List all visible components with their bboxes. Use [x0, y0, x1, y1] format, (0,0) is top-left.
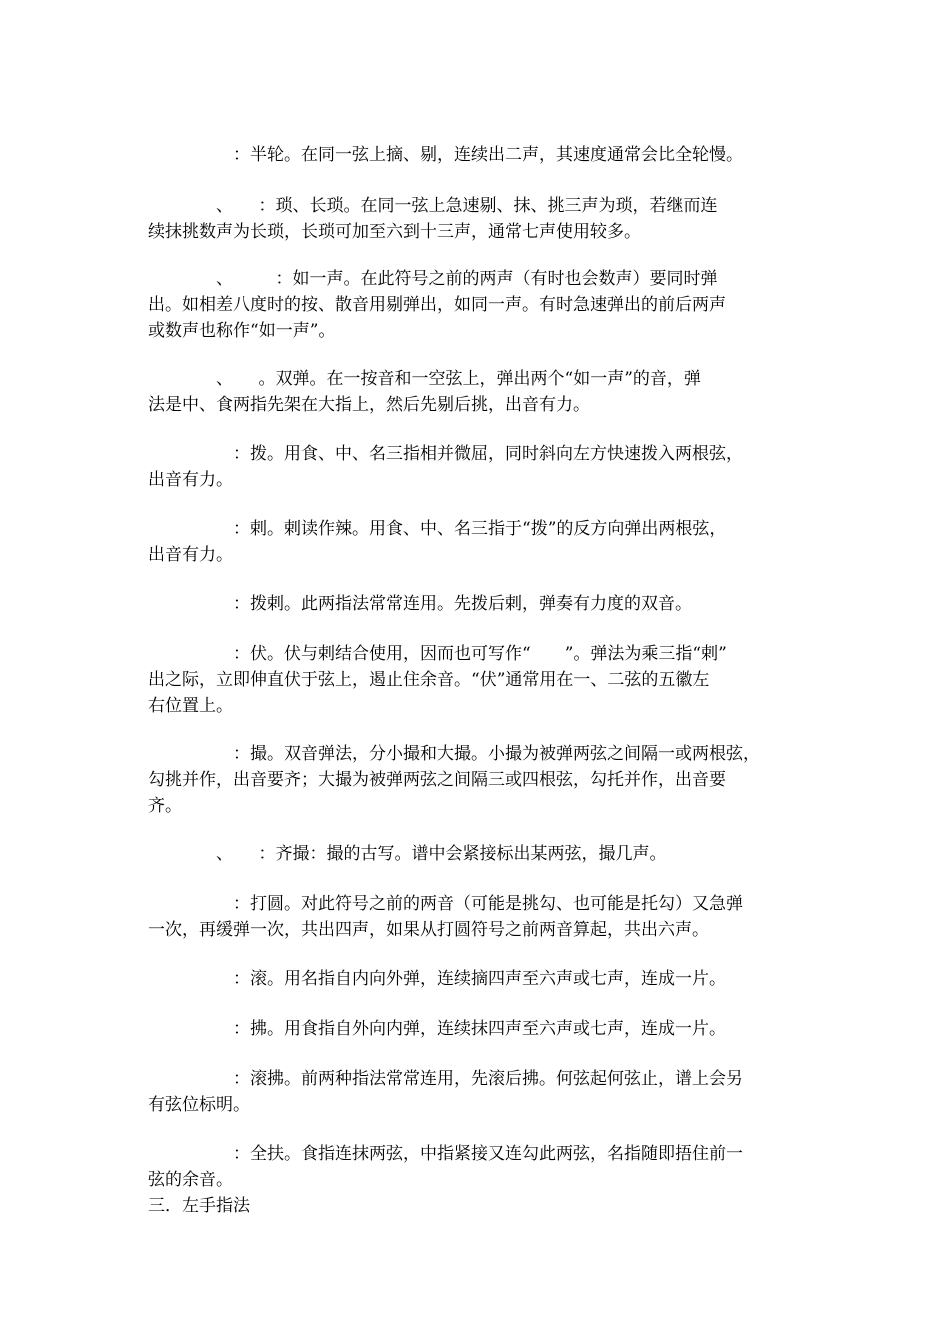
text-line: ：剌。剌读作辣。用食、中、名三指于“拨”的反方向弹出两根弦，	[148, 519, 727, 539]
section-heading-left-hand: 三．左手指法	[148, 1196, 250, 1216]
text-line: ：拨剌。此两指法常常连用。先拨后剌，弹奏有力度的双音。	[148, 594, 692, 614]
text-line: 出音有力。	[148, 545, 233, 565]
text-line: 法是中、食两指先架在大指上，然后先剔后挑，出音有力。	[148, 395, 590, 415]
text-line: 续抹挑数声为长琐，长琐可加至六到十三声，通常七声使用较多。	[148, 222, 641, 242]
paragraph-qi-cuo	[148, 841, 808, 867]
text-line: 出。如相差八度时的按、散音用剔弹出，如同一声。有时急速弹出的前后两声	[148, 295, 726, 315]
text-line: 勾挑并作，出音要齐；大撮为被弹两弦之间隔三或四根弦，勾托并作，出音要	[148, 770, 726, 790]
paragraph-gun	[148, 966, 808, 992]
text-line: 右位置上。	[148, 696, 233, 716]
paragraph-bo	[148, 441, 808, 493]
text-line: 出音有力。	[148, 470, 233, 490]
paragraph-suo	[148, 193, 808, 245]
text-line: ：拨。用食、中、名三指相并微屈，同时斜向左方快速拨入两根弦，	[148, 444, 743, 464]
text-line: ：撮。双音弹法，分小撮和大撮。小撮为被弹两弦之间隔一或两根弦，	[148, 744, 760, 764]
paragraph-bo-la	[148, 591, 808, 617]
paragraph-da-yuan	[148, 891, 808, 943]
paragraph-ru-yi-sheng	[148, 266, 808, 344]
paragraph-fu	[148, 641, 808, 719]
text-line: ：滚拂。前两种指法常常连用，先滚后拂。何弦起何弦止，谱上会另	[148, 1069, 743, 1089]
text-line: ：全扶。食指连抹两弦，中指紧接又连勾此两弦，名指随即捂住前一	[148, 1144, 743, 1164]
paragraph-gun-fu	[148, 1066, 808, 1118]
text-line: ：伏。伏与剌结合使用，因而也可写作“ ”。弹法为乘三指“剌”	[148, 644, 727, 664]
text-line: 有弦位标明。	[148, 1095, 250, 1115]
text-line: 齐。	[148, 796, 182, 816]
paragraph-shuang-dan	[148, 366, 808, 418]
text-line: 弦的余音。	[148, 1170, 233, 1190]
paragraph-la	[148, 516, 808, 568]
text-line: 、 ：如一声。在此符号之前的两声（有时也会数声）要同时弹	[148, 269, 718, 289]
text-line: 、 。双弹。在一按音和一空弦上，弹出两个“如一声”的音，弹	[148, 369, 701, 389]
text-line: ：打圆。对此符号之前的两音（可能是挑勾、也可能是托勾）又急弹	[148, 894, 743, 914]
paragraph-cuo	[148, 741, 808, 819]
text-line: 一次，再缓弹一次，共出四声，如果从打圆符号之前两音算起，共出六声。	[148, 920, 709, 940]
paragraph-fu-brush	[148, 1016, 808, 1042]
paragraph-quan-fu	[148, 1141, 808, 1193]
paragraph-ban-lun	[148, 142, 808, 168]
text-line: 出之际，立即伸直伏于弦上，遏止住余音。“伏”通常用在一、二弦的五徽左	[148, 670, 710, 690]
text-line: ：拂。用食指自外向内弹，连续抹四声至六声或七声，连成一片。	[148, 1019, 726, 1039]
text-line: ：滚。用名指自内向外弹，连续摘四声至六声或七声，连成一片。	[148, 969, 726, 989]
text-line: 、 ：琐、长琐。在同一弦上急速剔、抹、挑三声为琐，若继而连	[148, 196, 718, 216]
text-line: ：半轮。在同一弦上摘、剔，连续出二声，其速度通常会比全轮慢。	[148, 145, 743, 165]
text-line: 或数声也称作“如一声”。	[148, 321, 336, 341]
text-line: 、 ：齐撮：撮的古写。谱中会紧接标出某两弦，撮几声。	[148, 844, 667, 864]
